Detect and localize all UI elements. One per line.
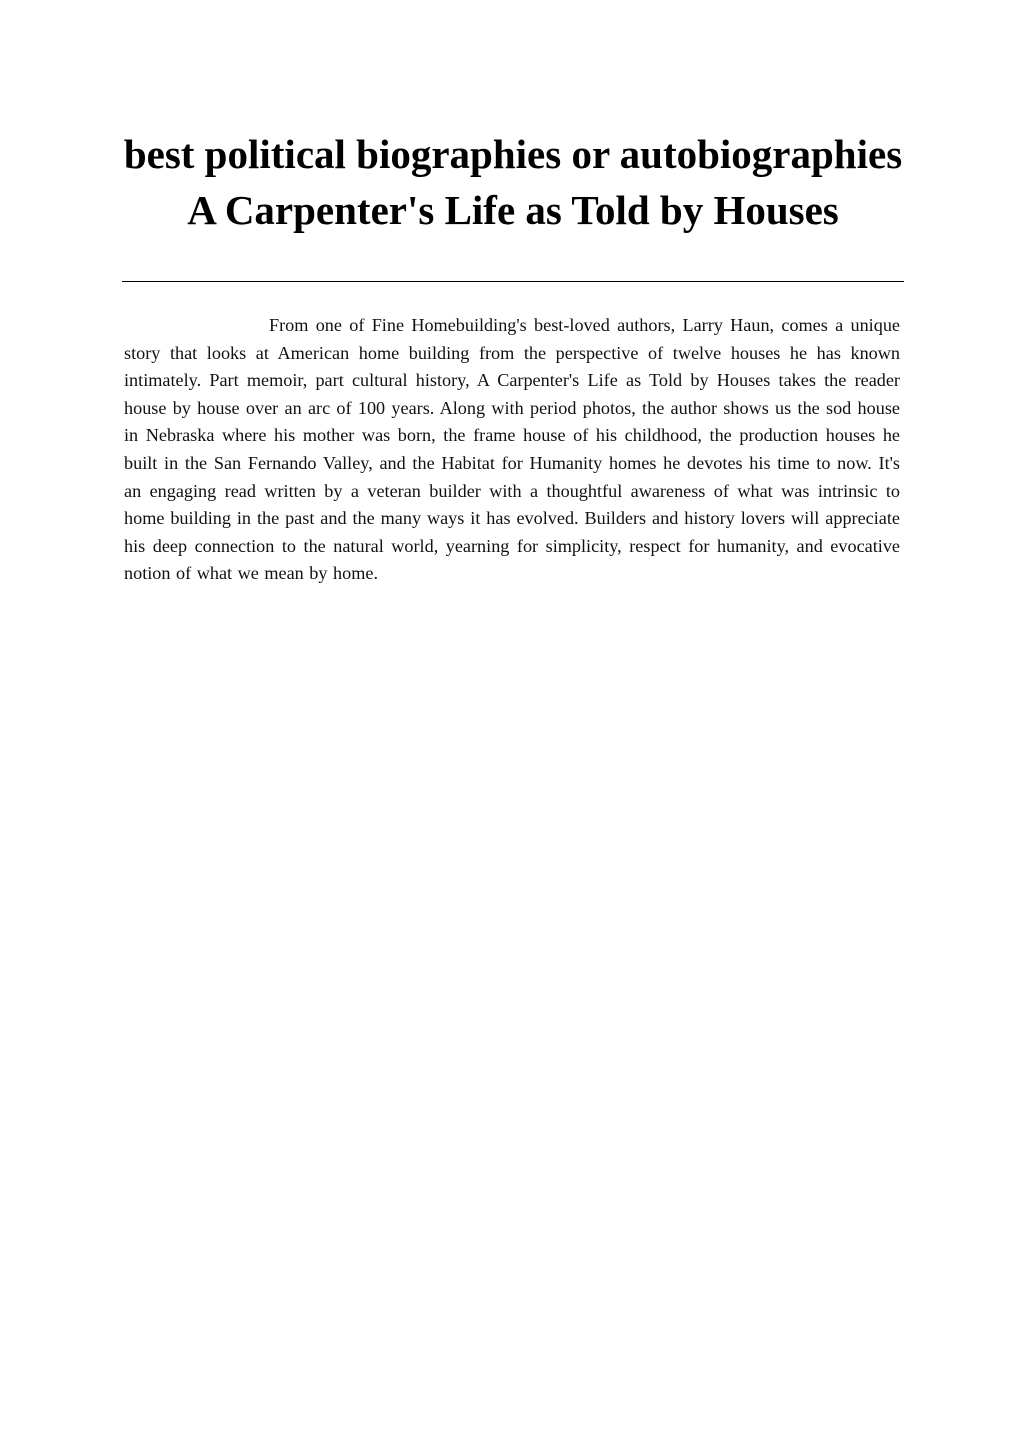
page-title: best political biographies or autobiographies A Carpenter's Life as Told by Houses — [123, 131, 903, 233]
title-divider — [122, 281, 904, 282]
book-description: From one of Fine Homebuilding's best-loved authors, Larry Haun, comes a unique story that looks at American home building from the perspective of twelve houses he has known intimately. Part memoir, part cultural history, A Carpenter's Life as Told by Houses takes the reader house by house over an arc of 100 years. Along with period photos, the author shows us the sod house in Nebraska where his mother was born, the frame house of his childhood, the production houses he built in the San Fernando Valley, and the Habitat for Humanity homes he devotes his time to now. It's an engaging read written by a veteran builder with a thoughtful awareness of what was intrinsic to home building in the past and the many ways it has evolved. Builders and history lovers will appreciate his deep connection to the natural world, yearning for simplicity, respect for humanity, and evocative notion of what we mean by home. — [124, 315, 900, 584]
